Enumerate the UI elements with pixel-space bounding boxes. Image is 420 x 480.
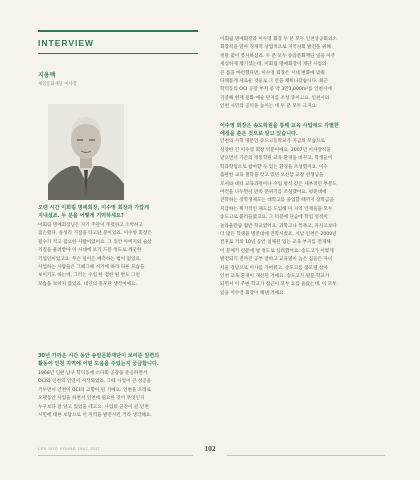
- paragraph-1-line: 이회림 명예회장과 이수영 회장 두 분 모두 인천상공회의소: [220, 37, 337, 42]
- question-3-line: 애정을 쏟은 것으로 알고 있습니다.: [220, 131, 298, 138]
- answer-3-line: 여건을 나누면서 만족 분위기를 조성했어요. 평준대에: [220, 189, 327, 195]
- right-column: [220, 36, 385, 298]
- paragraph-1-line: 세심하게 챙기셨는데, 이회림 명예회장이 재단 사업의: [220, 62, 327, 68]
- question-1: [38, 204, 198, 221]
- answer-3: [220, 138, 385, 298]
- paragraph-1-line: 큰 틀을 마련했다면, 이수영 회장은 시대 변화에 맞춰: [220, 70, 325, 76]
- answer-1-line: 모습을 보이지 않았죠. 대인의 풍모란 생각이에요.: [38, 281, 137, 287]
- question-2-line: 활동이 인천 지역에 어떤 도움을 주었는지 궁금합니다.: [38, 361, 159, 368]
- paragraph-1-line: 정말 많이 봉사하셨죠. 두 분 모두 송암문화재단 일을 아주: [220, 53, 336, 59]
- question-2-line: 30년 가까운 시간 동안 송암문화재단이 보여준 일련의: [38, 353, 160, 359]
- answer-2-line: 시민에 대한 보답으로 이 지역을 발전시킨 거라 생각해요.: [38, 413, 152, 419]
- interview-header: [38, 30, 198, 87]
- answer-3-line: 학과학업으로 참여할 수 있는 환경을 조성했지요. 이수: [220, 164, 328, 170]
- question-1-line: 지내셨죠. 두 분을 어떻게 기억하세요?: [38, 213, 124, 220]
- answer-3-line: 맡으면서 기존의 정통학원 교육 환경을 바꾸고, 학생들이: [220, 156, 333, 162]
- paragraph-1-line: 학익동의 OCI 공장 부지 중 약 3만3,000m²를 인천시에: [220, 87, 332, 93]
- question-3-line: 이수영 회장은 송도학원을 통해 교육 사업에도 각별한: [220, 122, 339, 129]
- answer-3-line: 일을 이수영 회장이 해낸 거예요.: [220, 290, 285, 296]
- section-rule-top: [38, 30, 198, 32]
- footer-rule-left: [38, 455, 193, 456]
- paragraph-1-line: 기증해 현재 문화·예술 단지를 조성 중이고요. 인천시와: [220, 95, 330, 101]
- answer-3-line: 놀라울만큼 월반 학교였어요. 과학고나 특목고, 자사고보다: [220, 223, 337, 229]
- answer-3-line: 출판한 교육 철학을 갖고 있던 오신삼 교장 선생님을: [220, 173, 324, 179]
- answer-1-line: 기업인이었고요. 무슨 일이든 예측하는 법이 없었죠.: [38, 256, 142, 262]
- page-number: 102: [204, 444, 216, 453]
- answer-3-line: 되면서 이 주변 학교가 집근이 모두 요를 올랐는데, 이 모두: [220, 282, 337, 288]
- answer-1-line: 겸손했다. 솔성직 기질을 타고난 분이었죠. 이수영 회장은: [38, 231, 152, 237]
- answer-1: [38, 222, 198, 289]
- answer-3-line: 발전되기 전까진 공부 잘하고 교육열이 높은 집들은 자녀: [220, 257, 333, 263]
- section-title: INTERVIEW: [38, 38, 95, 48]
- answer-2-line: 누구보다 잘 알고 있었을 테고요. 사업의 근간이 된 인천: [38, 404, 149, 410]
- running-footer-title: LEE SOO YOUNG 1942-2017: [38, 447, 101, 451]
- answer-3-line: 이 분께가 신문에 널 정도로 심려했어요. 송도고가 이렇게: [220, 248, 334, 254]
- section-rule-bottom: [38, 53, 198, 54]
- answer-3-line: 더 많은 학생을 명문대에 진학시켰죠. 서남 인천은 2000년: [220, 231, 337, 237]
- answer-2: [38, 370, 198, 420]
- answer-3-line: 전후로 거의 10년 동안 침체된 있는 교육 부지를 전개해: [220, 240, 331, 246]
- answer-1-line: 될수가 적고 집요한 사람이었어요. 그 동안 아버지와 술상: [38, 239, 152, 245]
- footer-rule-right: [227, 455, 385, 456]
- answer-3-line: 인천 교육 환경이 개선된 거예요. 송도고가 명문 학교가: [220, 273, 330, 279]
- answer-2-line: 1968년 인천 남구 학익동에 소다회 공장을 준공하면서: [38, 371, 148, 376]
- answer-2-line: 오랫동안 사업을 하면서 인천에 필요한 것이 무엇인지: [38, 396, 145, 402]
- question-3: [220, 122, 385, 139]
- answer-3-line: 지급하는 획기적인 제도를 도입해 미 지역 인재들을 모두: [220, 206, 333, 212]
- question-1-line: 오랜 시간 이회림 명예회장, 이수영 회장과 가깝게: [38, 205, 149, 211]
- paragraph-1-line: 다채롭게 새로운 것들로 그 안을 채워나갔습니다. 최근: [220, 79, 328, 85]
- answer-3-line: 진학하는 장학생제도는 대학고를 졸업할 때까지 장학금을: [220, 198, 334, 204]
- question-2: [38, 352, 198, 369]
- answer-3-line: 송도고로 불러들였고요. 그 덕분에 단숨에 학업 성적이: [220, 215, 328, 221]
- answer-3-line: 서울 강남으로 이사를 가버렸고. 송도고를 롤모델 삼아: [220, 265, 328, 271]
- answer-3-line: 모셔와 대더 교육과정이나 수업 방식 같은 세부적인 부분도: [220, 181, 337, 187]
- paragraph-1: [220, 36, 385, 112]
- answer-3-line: 인천의 사학 명문인 송도고등학교가 지금의 모습으로: [220, 139, 325, 145]
- answer-3-line: 성장한 건 이수영 회장 덕분이에요. 2007년 이사장직을: [220, 147, 331, 153]
- answer-1-line: 이회림 명예회장님은 지기 주관이 뚜렷하고 소박하고: [38, 223, 143, 228]
- paragraph-1-line: 회장직을 맡아 경제적 상업적으로 지역사회 발전을 위해: [220, 45, 331, 51]
- answer-2-line: 거두면서 인천이 OCI의 고향이 된 거예요. 인천을 오래로: [38, 387, 152, 393]
- interviewee-role: 새얼문화재단 이사장: [38, 82, 77, 87]
- answer-1-line: 사업하는 사람들은 그때그때 시기에 따라 다른 모습을: [38, 265, 145, 271]
- answer-1-line: 보이기도 하는데, 그러는 수업 한 점한 편 반도 그런: [38, 273, 140, 279]
- interviewee-name: 지용택: [38, 72, 56, 79]
- interviewee-portrait: [48, 104, 124, 200]
- answer-1-line: 기질을 물려받아 이 시대에 보기 드문 정도로 깨끗한: [38, 248, 142, 254]
- paragraph-1-line: 인천 시민의 공익을 높이는 데 두 분 모두 크지요.: [220, 104, 318, 110]
- answer-2-line: OCI와 인천의 인연이 시작되었죠. 그때 사업이 큰 성공을: [38, 379, 152, 385]
